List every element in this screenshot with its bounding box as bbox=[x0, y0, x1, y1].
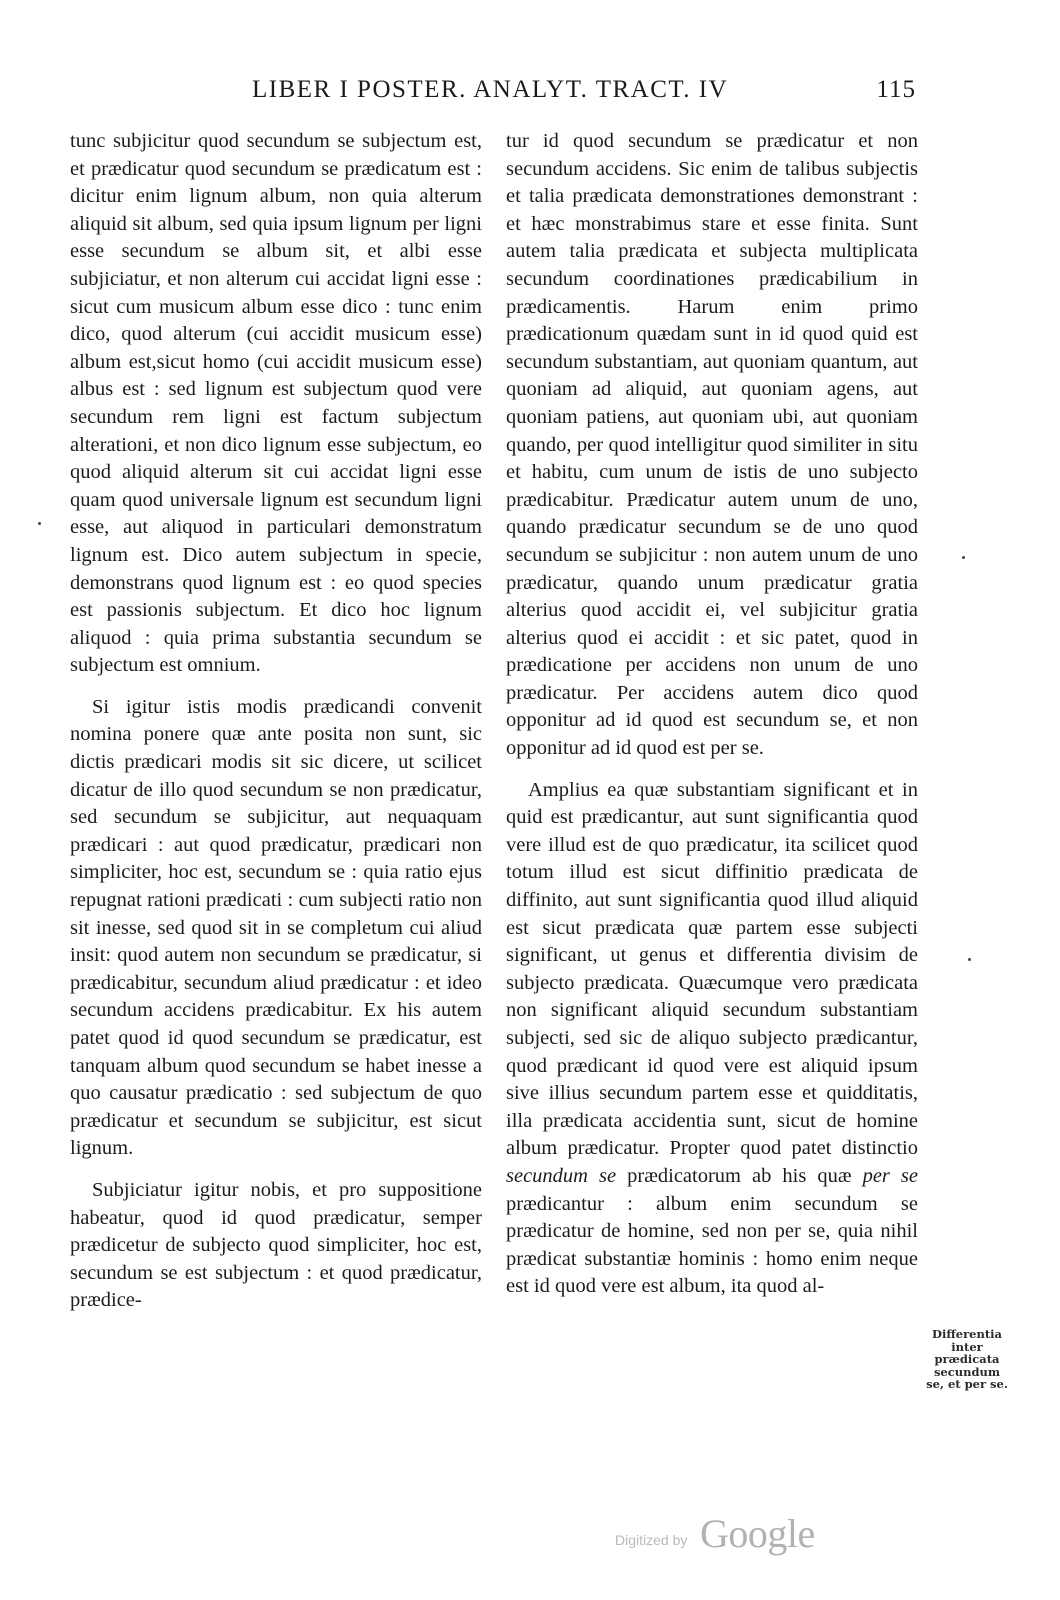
marginal-note: Differentia inter prædicata secundum se, et per se. bbox=[926, 1327, 1008, 1391]
text-run: Amplius ea quæ substantiam significant et in quid est prædicantur, aut sunt significantia quod vere illud est de quo prædicatur, ita scilicet quod totum illud est sicut diffinitio prædicata de diffinito, aut sunt significantia quod illud aliquid est sicut prædicata quæ partem esse subjecti significant, ut genus et differentia divisim de subjecto prædicata. Quæcumque vero prædicata non significant aliquid secundum substantiam subjecti, sed sic de aliquo subjecto prædicantur, quod prædicant id quod vere est aliquid ipsum sive illius secundum partem esse et quidditatis, illa prædicata accidentia sunt, sicut de homine album prædicatur. Propter quod patet distinctio bbox=[506, 778, 918, 1160]
running-title: LIBER I POSTER. ANALYT. TRACT. IV bbox=[252, 76, 729, 103]
paragraph: Subjiciatur igitur nobis, et pro suppositione habeatur, quod id quod prædicatur, semper prædicetur de subjecto quod simpliciter, hoc est, secundum se est subjectum : et quod prædicatur, prædice- bbox=[70, 1178, 482, 1312]
print-speck bbox=[962, 556, 965, 559]
print-speck bbox=[968, 958, 971, 961]
paragraph bbox=[506, 777, 918, 1301]
text-run: prædicatorum ab his quæ bbox=[616, 1164, 863, 1187]
page-number: 115 bbox=[876, 76, 916, 103]
digitized-by-label: Digitized by bbox=[615, 1532, 688, 1548]
italic-term: per se bbox=[862, 1164, 918, 1187]
paragraph: Si igitur istis modis prædicandi convenit nomina ponere quæ ante posita non sunt, sic dictis prædicari modis sit sic dicere, ut scilicet dicatur de illo quod secundum se non prædicatur, sed secundum se subjicitur, aut nequaquam prædicari : aut quod prædicatur, prædicari non simpliciter, hoc est, secundum se : quia ratio ejus repugnat rationi prædicati : cum subjecti ratio non sit inesse, sed quod sit in se completum cui aliud insit: quod autem non secundum se prædicatur, si prædicabitur, secundum aliud prædicatur : et ideo secundum accidens prædicabitur. Ex his autem patet quod id quod secundum se prædicatur, est tanquam album quod secundum se habet inesse a quo causatur prædicatio : sed subjectum de quo prædicatur et secundum se subjicitur, est sicut lignum. bbox=[70, 695, 482, 1160]
digitized-watermark bbox=[615, 1510, 855, 1560]
google-logo: Google bbox=[700, 1511, 815, 1556]
print-speck bbox=[38, 522, 41, 525]
italic-term: secundum se bbox=[506, 1164, 617, 1187]
paragraph: tur id quod secundum se prædicatur et non secundum accidens. Sic enim de talibus subjectis et talia prædicata demonstrationes demonstrant : et hæc monstrabimus stare et esse finita. Sunt autem talia prædicata et subjecta multiplicata secundum coordinationes prædicabilium in prædicamentis. Harum enim primo prædicationum quædam sunt in id quod quid est secundum substantiam, aut quoniam quantum, aut quoniam ad aliquid, aut quoniam agens, aut quoniam patiens, aut quoniam ubi, aut quoniam quando, per quod intelligitur quod similiter in situ et habitu, cum unum de istis de uno subjecto prædicabitur. Prædicatur autem unum de uno, quando prædicatur secundum se de uno quod secundum se subjicitur : non autem unum de uno prædicatur, quando unum prædicatur gratia alterius quod accidit ei, vel subjicitur gratia alterius quod ei accidit : et sic patet, quod in prædicatione per accidens non unum de uno prædicatur. Per accidens autem dico quod opponitur ad id quod est secundum se, et non opponitur ad id quod est per se. bbox=[506, 130, 918, 760]
text-run: prædicantur : album enim secundum se prædicatur de homine, sed non per se, quia nihil prædicat substantiæ hominis : homo enim neque est id quod vere est album, ita quod al- bbox=[506, 1192, 918, 1298]
left-column bbox=[70, 128, 482, 1329]
paragraph: tunc subjicitur quod secundum se subjectum est, et prædicatur quod secundum se prædicatum est : dicitur enim lignum album, non quia alterum aliquid sit album, sed quia ipsum lignum per ligni esse secundum se album sit, et albi esse subjiciatur, et non alterum cui accidat ligni esse : sicut cum musicum album esse dico : tunc enim dico, quod alterum (cui accidit musicum esse) album est,sicut homo (cui accidit musicum esse) albus est : sed lignum est subjectum quod vere secundum rem ligni est factum subjectum alterationi, et non dico lignum esse subjectum, eo quod aliquid alterum sit cui accidat ligni esse quam quod universale lignum est secundum ligni esse, aut aliquod in particulari demonstratum lignum est. Dico autem subjectum in specie, demonstrans quod lignum est : eo quod species est passionis subjectum. Et dico hoc lignum aliquod : quia prima substantia secundum se subjectum est omnium. bbox=[70, 130, 482, 677]
right-column bbox=[506, 128, 918, 1315]
